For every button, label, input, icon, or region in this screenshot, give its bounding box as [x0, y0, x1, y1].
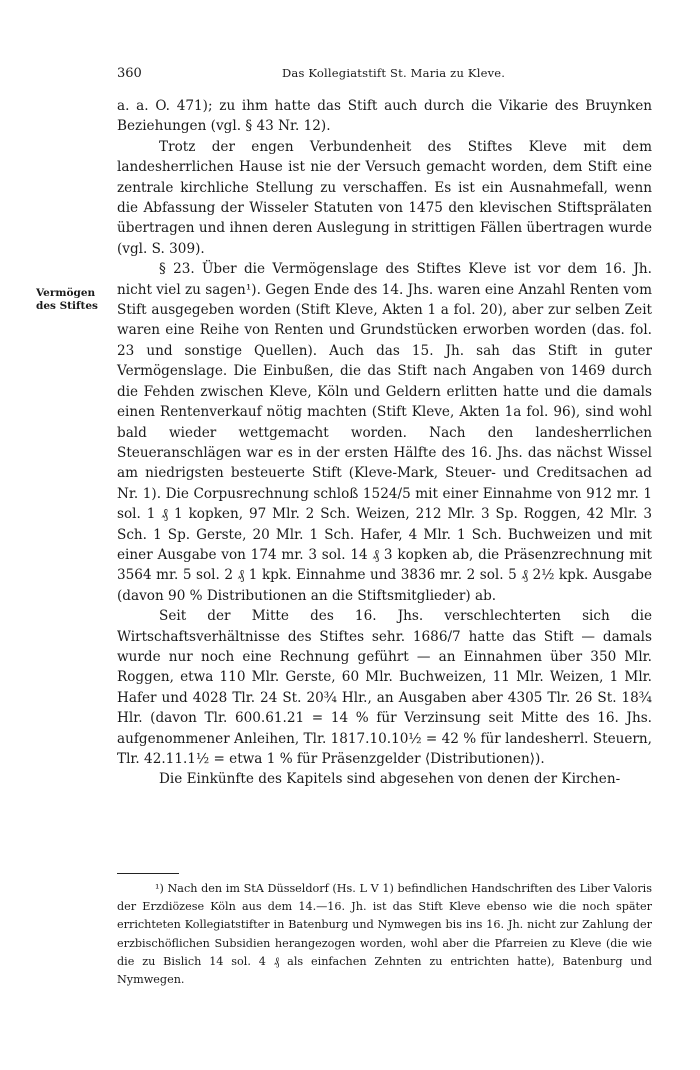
- running-title: Das Kollegiatstift St. Maria zu Kleve.: [282, 66, 506, 80]
- paragraph-1: a. a. O. 471); zu ihm hatte das Stift auch durch die Vikarie des Bruynken Beziehungen (vgl. § 43 Nr. 12).: [117, 98, 652, 135]
- margin-note-line-1: Vermögen: [36, 287, 96, 299]
- footnotes: [117, 880, 652, 989]
- footnote-divider: [117, 873, 179, 874]
- page-number: 360: [117, 66, 142, 81]
- paragraph-2: Trotz der engen Verbundenheit des Stiftes Kleve mit dem landesherrlichen Hause ist nie der Versuch gemacht worden, dem Stift eine zentrale kirchliche Stellung zu verschaffen. Es ist ein Ausnahmefall, wenn die Abfassung der Wisseler Statuten von 1475 den klevischen Stiftsprälaten übertragen und ihnen deren Auslegung in strittigen Fällen übertragen wurde (vgl. S. 309).: [117, 138, 652, 257]
- page-header: [117, 66, 652, 86]
- paragraph-4: Seit der Mitte des 16. Jhs. verschlechterten sich die Wirtschaftsverhältnisse des Stiftes sehr. 1686/7 hatte das Stift — damals wurde nur noch eine Rechnung geführt — an Einnahmen über 350 Mlr. Roggen, etwa 110 Mlr. Gerste, 60 Mlr. Buchweizen, 11 Mlr. Weizen, 1 Mlr. Hafer und 4028 Tlr. 24 St. 20¾ Hlr., an Ausgaben aber 4305 Tlr. 26 St. 18¾ Hlr. (davon Tlr. 600.61.21 = 14 % für Verzinsung seit Mitte des 16. Jhs. aufgenommener Anleihen, Tlr. 1817.10.10½ = 42 % für landesherrl. Steuern, Tlr. 42.11.1½ = etwa 1 % für Präsenzgelder ⟨Distributionen⟩).: [117, 608, 653, 767]
- footnote-1: ¹) Nach den im StA Düsseldorf (Hs. L V 1) befindlichen Handschriften des Liber Valoris der Erzdiözese Köln aus dem 14.—16. Jh. ist das Stift Kleve ebenso wie die noch später errichteten Kollegiatstifter in Batenburg und Nymwegen bis ins 16. Jh. nicht zur Zahlung der erzbischöflichen Subsidien herangezogen worden, wohl aber die Pfarreien zu Kleve (die wie die zu Bislich 14 sol. 4 ₰ als einfachen Zehnten zu entrichten hatte), Batenburg und Nymwegen.: [117, 882, 652, 987]
- margin-note: [36, 287, 116, 313]
- paragraph-3: § 23. Über die Vermögenslage des Stiftes Kleve ist vor dem 16. Jh. nicht viel zu sagen¹). Gegen Ende des 14. Jhs. waren eine Anzahl Renten vom Stift ausgegeben worden (Stift Kleve, Akten 1 a fol. 20), aber zur selben Zeit waren eine Reihe von Renten und Grundstücken erworben worden (das. fol. 23 und sonstige Quellen). Auch das 15. Jh. sah das Stift in guter Vermögenslage. Die Einbußen, die das Stift nach Angaben von 1469 durch die Fehden zwischen Kleve, Köln und Geldern erlitten hatte und die damals einen Rentenverkauf nötig machten (Stift Kleve, Akten 1a fol. 96), sind wohl bald wieder wettgemacht worden. Nach den landesherrlichen Steueranschlägen war es in der ersten Hälfte des 16. Jhs. das nächst Wissel am niedrigsten besteuerte Stift (Kleve-Mark, Steuer- und Creditsachen ad Nr. 1). Die Corpusrechnung schloß 1524/5 mit einer Einnahme von 912 mr. 1 sol. 1 ₰ 1 kopken, 97 Mlr. 2 Sch. Weizen, 212 Mlr. 3 Sp. Roggen, 42 Mlr. 3 Sch. 1 Sp. Gerste, 20 Mlr. 1 Sch. Hafer, 4 Mlr. 1 Sch. Buchweizen und mit einer Ausgabe von 174 mr. 3 sol. 14 ₰ 3 kopken ab, die Präsenzrechnung mit 3564 mr. 5 sol. 2 ₰ 1 kpk. Einnahme und 3836 mr. 2 sol. 5 ₰ 2½ kpk. Ausgabe (davon 90 % Distributionen an die Stiftsmitglieder) ab.: [117, 261, 652, 604]
- margin-note-line-2: des Stiftes: [36, 300, 98, 312]
- body-text: [117, 96, 652, 790]
- paragraph-5: Die Einkünfte des Kapitels sind abgesehen von denen der Kirchen-: [159, 771, 621, 788]
